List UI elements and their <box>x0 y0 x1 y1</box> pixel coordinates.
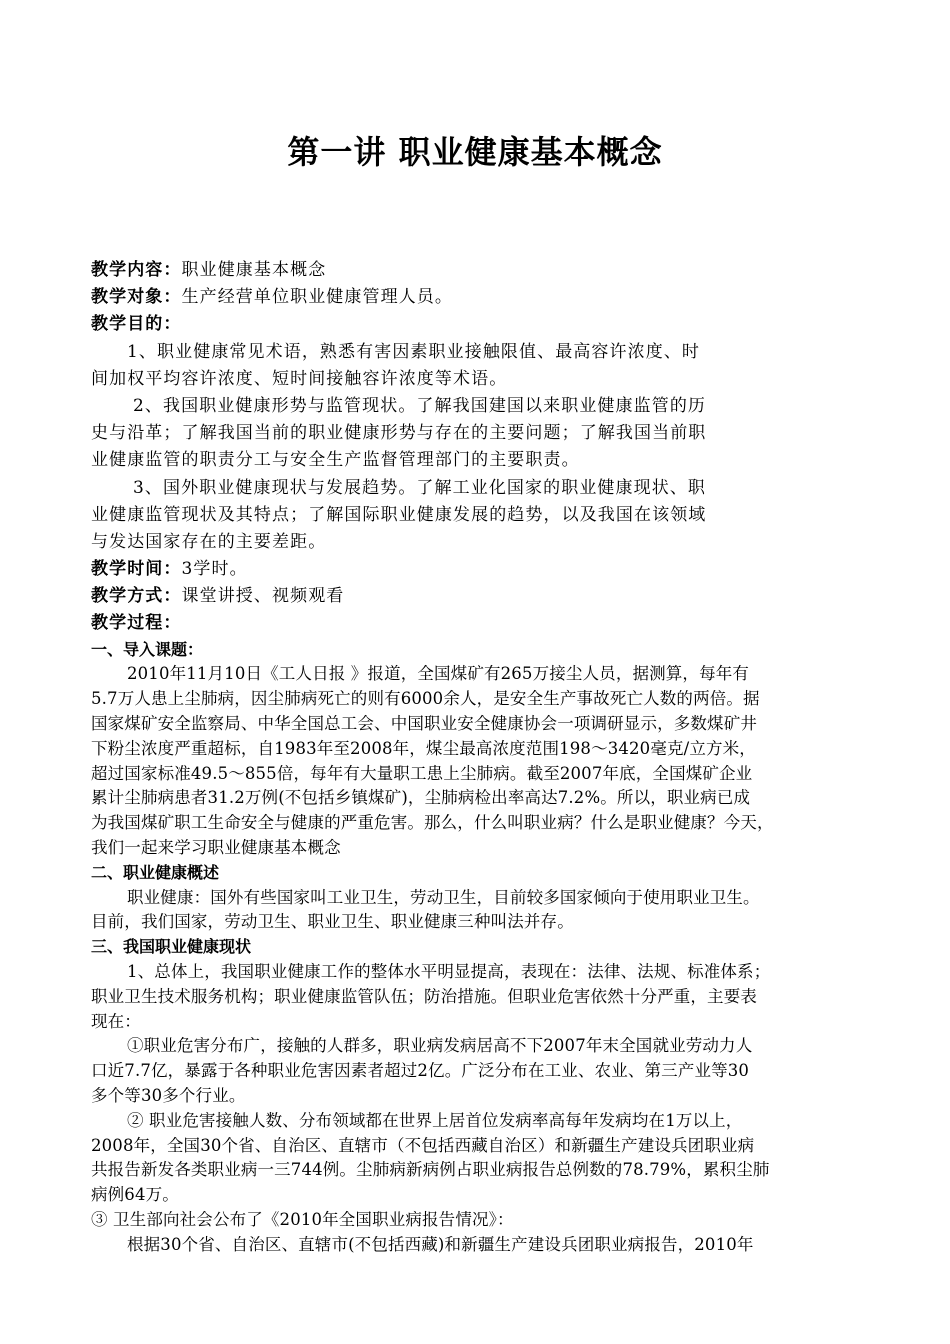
paragraph-line: 职业健康：国外有些国家叫工业卫生，劳动卫生，目前较多国家倾向于使用职业卫生。 <box>127 887 760 907</box>
paragraph-line: 2010年11月10日《工人日报 》报道，全国煤矿有265万接尘人员，据测算，每年有 <box>127 664 750 684</box>
paragraph-line: 累计尘肺病患者31.2万例(不包括乡镇煤矿)，尘肺病检出率高达7.2%。所以，职业病已成 <box>91 788 751 808</box>
teaching-purpose <box>91 311 866 338</box>
teaching-process-label: 教学过程： <box>91 613 182 634</box>
purpose-line: 与发达国家存在的主要差距。 <box>91 531 327 552</box>
teaching-time-label: 教学时间： <box>91 559 182 580</box>
teaching-target <box>91 284 866 311</box>
paragraph-line: 目前，我们国家，劳动卫生、职业卫生、职业健康三种叫法并存。 <box>91 912 574 932</box>
section-heading: 三、我国职业健康现状 <box>91 937 252 957</box>
paragraph-line: 下粉尘浓度严重超标，自1983年至2008年，煤尘最高浓度范围198～3420毫克/立方米， <box>91 738 756 758</box>
purpose-line: 2、我国职业健康形势与监管现状。了解我国建国以来职业健康监管的历 <box>133 395 707 416</box>
paragraph-line: 5.7万人患上尘肺病，因尘肺病死亡的则有6000余人，是安全生产事故死亡人数的两倍。据 <box>91 689 760 709</box>
purpose-line: 间加权平均容许浓度、短时间接触容许浓度等术语。 <box>91 368 508 389</box>
paragraph-line: 2008年，全国30个省、自治区、直辖市（不包括西藏自治区）和新疆生产建设兵团职业病 <box>91 1135 755 1155</box>
paragraph-line: 职业卫生技术服务机构；职业健康监管队伍；防治措施。但职业危害依然十分严重，主要表 <box>91 986 757 1006</box>
teaching-time <box>91 556 866 583</box>
paragraph-line: 共报告新发各类职业病一三744例。尘肺病新病例占职业病报告总例数的78.79%，累积尘肺 <box>91 1160 770 1180</box>
document-body <box>91 257 866 1258</box>
purpose-line: 史与沿革；了解我国当前的职业健康形势与存在的主要问题；了解我国当前职 <box>91 423 707 444</box>
teaching-method <box>91 583 866 610</box>
section-heading: 二、职业健康概述 <box>91 862 220 882</box>
teaching-time-value: 3学时。 <box>181 559 248 580</box>
paragraph-line: 我们一起来学习职业健康基本概念 <box>91 838 341 857</box>
paragraph-line: 根据30个省、自治区、直辖市(不包括西藏)和新疆生产建设兵团职业病报告，2010年 <box>127 1234 754 1254</box>
paragraph-line: 病例64万。 <box>91 1185 179 1205</box>
paragraph-line: 口近7.7亿，暴露于各种职业危害因素者超过2亿。广泛分布在工业、农业、第三产业等30 <box>91 1061 750 1081</box>
paragraph-line: 超过国家标准49.5～855倍，每年有大量职工患上尘肺病。截至2007年底，全国煤矿企业 <box>91 763 753 783</box>
teaching-content-value: 职业健康基本概念 <box>181 260 327 280</box>
teaching-method-label: 教学方式： <box>91 586 182 607</box>
purpose-line: 业健康监管的职责分工与安全生产监督管理部门的主要职责。 <box>91 450 580 471</box>
paragraph-line: ①职业危害分布广，接触的人群多，职业病发病居高不下2007年末全国就业劳动力人 <box>127 1036 753 1056</box>
paragraph-line: ② 职业危害接触人数、分布领域都在世界上居首位发病率高每年发病均在1万以上， <box>127 1110 743 1130</box>
paragraph-line: 1、总体上，我国职业健康工作的整体水平明显提高，表现在：法律、法规、标准体系； <box>127 961 771 981</box>
page-title: 第一讲 职业健康基本概念 <box>287 133 663 171</box>
purpose-line: 3、国外职业健康现状与发展趋势。了解工业化国家的职业健康现状、职 <box>133 477 707 498</box>
teaching-purpose-label: 教学目的： <box>91 314 182 335</box>
paragraph-line: ③ 卫生部向社会公布了《2010年全国职业病报告情况》： <box>91 1209 514 1229</box>
teaching-target-label: 教学对象： <box>91 287 182 308</box>
teaching-content <box>91 257 866 284</box>
teaching-method-value: 课堂讲授、视频观看 <box>181 586 345 607</box>
paragraph-line: 为我国煤矿职工生命安全与健康的严重危害。那么，什么叫职业病？什么是职业健康？今天， <box>91 813 774 833</box>
teaching-process <box>91 610 866 637</box>
paragraph-line: 多个等30多个行业。 <box>91 1085 246 1105</box>
paragraph-line: 现在： <box>91 1011 141 1031</box>
purpose-line: 1、职业健康常见术语，熟悉有害因素职业接触限值、最高容许浓度、时 <box>127 341 701 362</box>
section-heading: 一、导入课题： <box>91 639 204 659</box>
purpose-line: 业健康监管现状及其特点；了解国际职业健康发展的趋势，以及我国在该领域 <box>91 504 707 525</box>
teaching-target-value: 生产经营单位职业健康管理人员。 <box>181 287 453 308</box>
paragraph-line: 国家煤矿安全监察局、中华全国总工会、中国职业安全健康协会一项调研显示，多数煤矿井 <box>91 714 757 734</box>
teaching-content-label: 教学内容： <box>91 260 182 280</box>
